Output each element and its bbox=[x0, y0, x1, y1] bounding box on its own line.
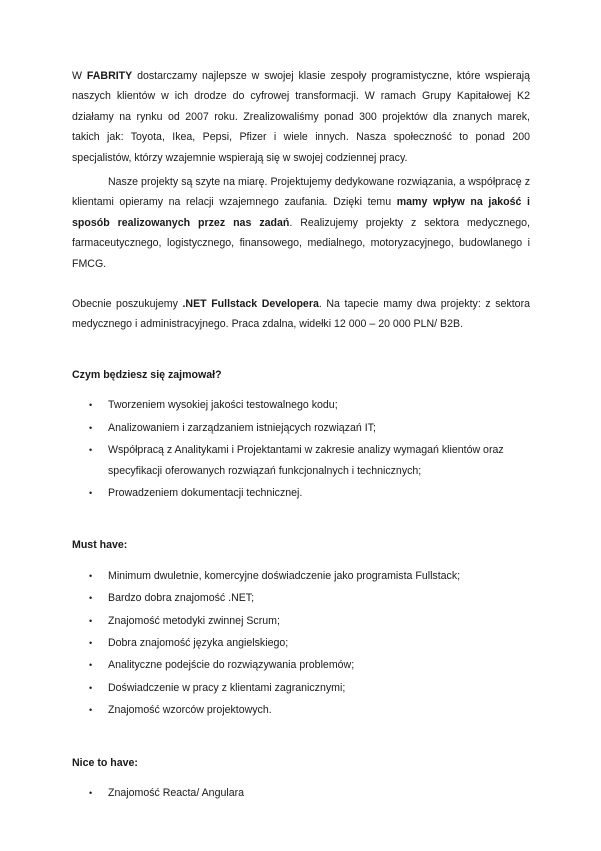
bullet-icon: • bbox=[89, 705, 93, 716]
bullet-icon: • bbox=[89, 637, 93, 648]
list-item: • Analizowaniem i zarządzaniem istniejących rozwiązań IT; bbox=[72, 418, 530, 438]
list-item: • Znajomość Reacta/ Angulara bbox=[72, 783, 530, 803]
bullet-icon: • bbox=[89, 593, 93, 604]
bullet-icon: • bbox=[89, 487, 93, 498]
intro-company-text: dostarczamy najlepsze w swojej klasie zespoły programistyczne, które wspierają naszych klientów w ich drodze do cyfrowej transformacji. W ramach Grupy Kapitałowej K2 działamy na rynku od 2007 roku. Zrealizowaliśmy ponad 300 projektów dla znanych marek, takich jak: Toyota, Ikea, Pepsi, Pfizer i wiele innych. Nasza społeczność to ponad 200 specjalistów, którzy wzajemnie wspierają się w swojej codziennej pracy. bbox=[72, 70, 530, 164]
position-text-2: . Na tapecie mamy dwa projekty: z sektora medycznego i administracyjnego. Praca zdalna, widełki 12 000 – 20 000 PLN/ B2B. bbox=[72, 298, 530, 331]
company-name: FABRITY bbox=[86, 70, 133, 82]
position-text-1: Obecnie poszukujemy bbox=[72, 298, 183, 311]
intro-paragraph-company bbox=[72, 66, 530, 168]
bullet-icon: • bbox=[89, 445, 93, 456]
list-item: • Tworzeniem wysokiej jakości testowalnego kodu; bbox=[72, 395, 530, 415]
must-have-heading: Must have: bbox=[72, 539, 128, 552]
job-posting-page bbox=[72, 66, 530, 805]
bullet-icon: • bbox=[89, 615, 93, 626]
bullet-icon: • bbox=[89, 787, 93, 798]
list-item: • Doświadczenie w pracy z klientami zagranicznymi; bbox=[72, 678, 530, 698]
list-item: • Minimum dwuletnie, komercyjne doświadczenie jako programista Fullstack; bbox=[72, 566, 530, 586]
projects-highlight: mamy wpływ na jakość i sposób realizowanych przez nas zadań bbox=[72, 196, 530, 229]
bullet-icon: • bbox=[89, 400, 93, 411]
nice-to-have-list bbox=[72, 783, 530, 803]
list-item: • Znajomość wzorców projektowych. bbox=[72, 700, 530, 720]
position-title: .NET Fullstack Developera bbox=[182, 298, 319, 311]
projects-text-2: . Realizujemy projekty z sektora medycznego, farmaceutycznego, logistycznego, finansowego, medialnego, motoryzacyjnego, budowlanego i FMCG. bbox=[72, 216, 530, 270]
intro-prefix: W bbox=[72, 70, 87, 82]
list-item: • Prowadzeniem dokumentacji technicznej. bbox=[72, 483, 530, 503]
duties-list bbox=[72, 395, 530, 503]
list-item: • Analityczne podejście do rozwiązywania problemów; bbox=[72, 655, 530, 675]
bullet-icon: • bbox=[89, 422, 93, 433]
list-item: • Bardzo dobra znajomość .NET; bbox=[72, 588, 530, 608]
bullet-icon: • bbox=[89, 570, 93, 581]
must-have-list bbox=[72, 566, 530, 721]
duties-heading: Czym będziesz się zajmował? bbox=[72, 368, 222, 381]
bullet-icon: • bbox=[89, 660, 93, 671]
intro-paragraph-position bbox=[72, 294, 530, 335]
list-item: • Znajomość metodyki zwinnej Scrum; bbox=[72, 611, 530, 631]
intro-paragraph-projects bbox=[72, 172, 530, 274]
nice-to-have-heading: Nice to have: bbox=[72, 756, 138, 769]
list-item: • Współpracą z Analitykami i Projektantami w zakresie analizy wymagań klientów oraz specyfikacji oferowanych rozwiązań funkcjonalnych i technicznych; bbox=[72, 440, 530, 481]
projects-text-1: Nasze projekty są szyte na miarę. Projektujemy dedykowane rozwiązania, a współpracę z klientami opieramy na relacji wzajemnego zaufania. Dzięki temu bbox=[72, 176, 530, 209]
bullet-icon: • bbox=[89, 682, 93, 693]
list-item: • Dobra znajomość języka angielskiego; bbox=[72, 633, 530, 653]
